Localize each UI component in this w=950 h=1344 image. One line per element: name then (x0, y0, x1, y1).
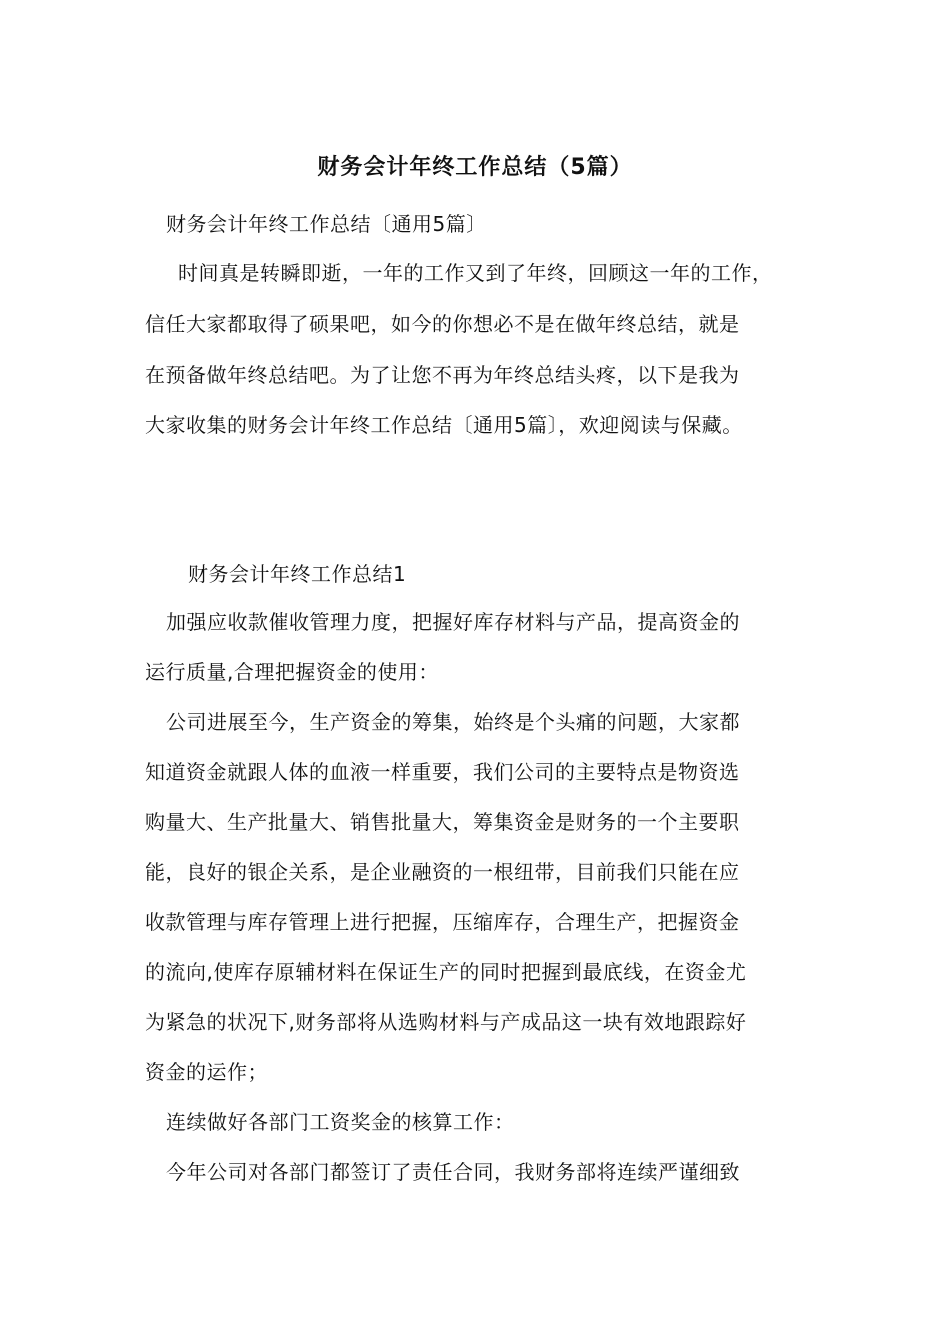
document-title: 财务会计年终工作总结（5篇） (317, 155, 633, 180)
intro-line-3: 在预备做年终总结吧。为了让您不再为年终总结头疼，以下是我为 (145, 363, 740, 387)
body-line-6: 能，良好的银企关系，是企业融资的一根纽带，目前我们只能在应 (145, 860, 740, 884)
body-line-4: 知道资金就跟人体的血液一样重要，我们公司的主要特点是物资选 (145, 760, 740, 784)
body-line-8: 的流向,使库存原辅材料在保证生产的同时把握到最底线，在资金尤 (145, 960, 747, 984)
section-heading: 财务会计年终工作总结1 (188, 562, 407, 586)
body-line-9: 为紧急的状况下,财务部将从选购材料与产成品这一块有效地跟踪好 (145, 1010, 747, 1034)
body-line-3: 公司进展至今，生产资金的筹集，始终是个头痛的问题，大家都 (166, 710, 740, 734)
body-line-1: 加强应收款催收管理力度，把握好库存材料与产品，提高资金的 (166, 610, 740, 634)
intro-line-4: 大家收集的财务会计年终工作总结〔通用5篇〕，欢迎阅读与保藏。 (145, 413, 743, 437)
intro-line-1: 时间真是转瞬即逝，一年的工作又到了年终，回顾这一年的工作， (178, 261, 773, 285)
body-line-11: 连续做好各部门工资奖金的核算工作： (166, 1110, 515, 1134)
subtitle-line: 财务会计年终工作总结〔通用5篇〕 (166, 212, 487, 236)
intro-line-2: 信任大家都取得了硕果吧，如今的你想必不是在做年终总结，就是 (145, 312, 740, 336)
body-line-7: 收款管理与库存管理上进行把握，压缩库存，合理生产，把握资金 (145, 910, 740, 934)
body-line-12: 今年公司对各部门都签订了责任合同，我财务部将连续严谨细致 (166, 1160, 740, 1184)
body-line-10: 资金的运作； (145, 1060, 268, 1084)
body-line-2: 运行质量,合理把握资金的使用： (145, 660, 439, 684)
body-line-5: 购量大、生产批量大、销售批量大，筹集资金是财务的一个主要职 (145, 810, 740, 834)
